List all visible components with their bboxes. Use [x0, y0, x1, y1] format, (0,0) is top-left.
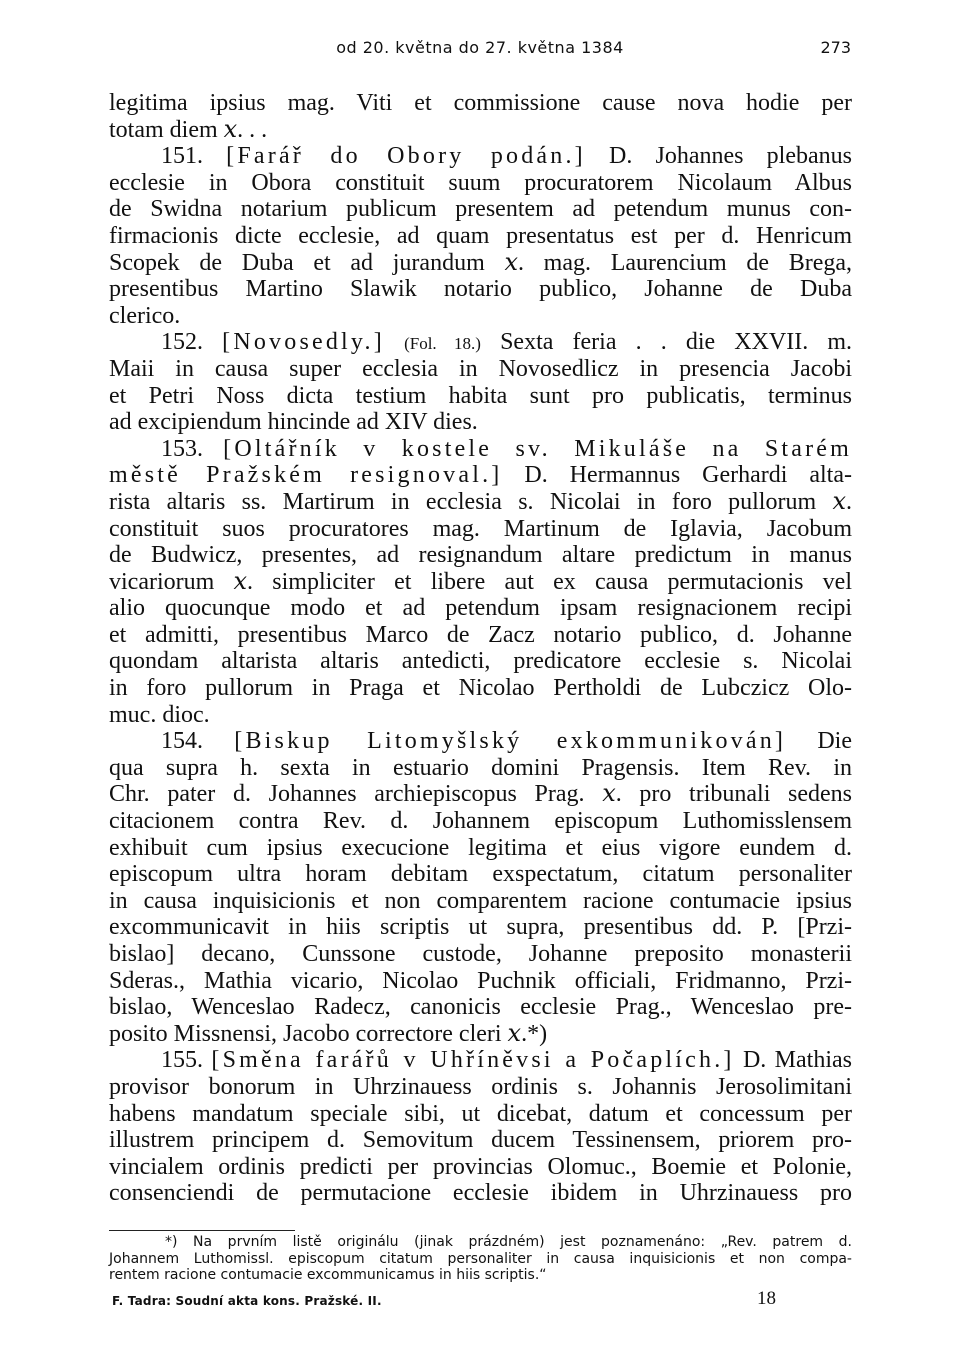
footnote-line: *) Na prvním listě originálu (jinak prázdném) jest poznamenáno: „Rev. patrem d.	[165, 1234, 852, 1250]
text-line: ad excipiendum hincinde ad XIV dies.	[109, 409, 478, 436]
text-line: habens mandatum speciale sibi, ut dicebat, datum et concessum per	[109, 1100, 852, 1127]
text-line: excommunicavit in hiis scriptis ut supra, presentibus dd. P. [Przi-	[109, 914, 852, 941]
text-line: Maii in causa super ecclesia in Novosedlicz in presencia Jacobi	[109, 355, 852, 382]
text-line: 151. [Farář do Obory podán.] D. Johannes plebanus	[161, 143, 852, 170]
text-line: presentibus Martino Slawik notario publico, Johanne de Duba	[109, 276, 852, 303]
text-line: episcopum ultra horam debitam exspectatum, citatum personaliter	[109, 861, 852, 888]
footnote-line: rentem racione contumacie excommunicamus in hiis scriptis.“	[109, 1267, 547, 1283]
text-line: et admitti, presentibus Marco de Zacz notario publico, d. Johanne	[109, 621, 852, 648]
text-line: městě Pražském resignoval.] D. Hermannus Gerhardi alta-	[109, 462, 852, 489]
page-number: 273	[820, 38, 851, 57]
text-line: in foro pullorum in Praga et Nicolao Pertholdi de Lubczicz Olo-	[109, 675, 852, 702]
footnote-line: Johannem Luthomissl. episcopum citatum personaliter in causa inquisicionis et non compa-	[109, 1250, 852, 1267]
text-line: provisor bonorum in Uhrzinauess ordinis s. Johannis Jerosolimitani	[109, 1073, 852, 1100]
text-line: 154. [Biskup Litomyšlský exkommunikován] Die	[161, 728, 852, 755]
text-line: Sderas., Mathia vicario, Nicolao Puchnik officiali, Fridmanno, Przi-	[109, 967, 852, 994]
text-line: vincialem ordinis predicti per provincias Olomuc., Boemie et Polonie,	[109, 1153, 852, 1180]
footnote-rule	[109, 1230, 295, 1231]
text-line: de Swidna notarium publicum presentem ad petendum munus con-	[109, 196, 852, 223]
text-line: bislao] decano, Cunssone custode, Johanne preposito monasterii	[109, 941, 852, 967]
text-line: legitima ipsius mag. Viti et commissione cause nova hodie per	[109, 90, 852, 116]
text-line: firmacionis dicte ecclesie, ad quam presentatus est per d. Henricum	[109, 222, 852, 249]
text-line: totam diem 𝑥. . .	[109, 116, 268, 143]
text-line: clerico.	[109, 302, 181, 329]
text-line: vicariorum 𝑥. simpliciter et libere aut ex causa permutacionis vel	[109, 568, 852, 595]
running-head	[0, 34, 960, 64]
text-line: illustrem principem d. Semovitum ducem Tessinensem, priorem pro-	[109, 1127, 852, 1154]
printer-signature: F. Tadra: Soudní akta kons. Pražské. II.	[112, 1294, 382, 1308]
text-line: Scopek de Duba et ad jurandum 𝑥. mag. Laurencium de Brega,	[109, 249, 852, 276]
text-line: alio quocunque modo et ad petendum ipsam resignacionem recipi	[109, 595, 852, 622]
text-line: quondam altarista altaris antedicti, predicatore ecclesie s. Nicolai	[109, 648, 852, 675]
text-line: citacionem contra Rev. d. Johannem episcopum Luthomisslensem	[109, 808, 852, 835]
text-line: Chr. pater d. Johannes archiepiscopus Prag. 𝑥. pro tribunali sedens	[109, 781, 852, 808]
text-line: 153. [Oltářník v kostele sv. Mikuláše na Starém	[161, 435, 853, 462]
text-line: qua supra h. sexta in estuario domini Pragensis. Item Rev. in	[109, 754, 852, 781]
text-line: et Petri Noss dicta testium habita sunt pro publicatis, terminus	[109, 382, 852, 409]
text-line: posito Missnensi, Jacobo correctore cleri 𝑥.*)	[109, 1020, 548, 1047]
text-line: rista altaris ss. Martirum in ecclesia s. Nicolai in foro pullorum 𝑥.	[109, 488, 852, 515]
text-line: exhibuit cum ipsius execucione legitima et eius vigore eundem d.	[109, 834, 852, 861]
running-title: od 20. května do 27. května 1384	[336, 38, 624, 57]
text-line: ecclesie in Obora constituit suum procuratorem Nicolaum Albus	[109, 169, 852, 196]
sheet-number: 18	[757, 1288, 776, 1309]
text-line: bislao, Wenceslao Radecz, canonicis ecclesie Prag., Wenceslao pre-	[109, 994, 852, 1021]
footnote	[109, 1234, 852, 1284]
text-line: constituit suos procuratores mag. Martinum de Iglavia, Jacobum	[109, 515, 852, 542]
text-line: de Budwicz, presentes, ad resignandum altare predictum in manus	[109, 542, 852, 569]
text-line: consenciendi de permutacione ecclesie ibidem in Uhrzinauess pro	[109, 1180, 852, 1207]
text-line: in causa inquisicionis et non comparentem racione contumacie ipsius	[109, 887, 852, 914]
body-text	[109, 90, 852, 1207]
text-line: muc. dioc.	[109, 701, 210, 728]
text-line: 152. [Novosedly.] (Fol. 18.) Sexta feria . . die XXVII. m.	[161, 329, 853, 356]
text-line: 155. [Směna farářů v Uhříněvsi a Počaplích.] D. Mathias	[161, 1047, 852, 1074]
